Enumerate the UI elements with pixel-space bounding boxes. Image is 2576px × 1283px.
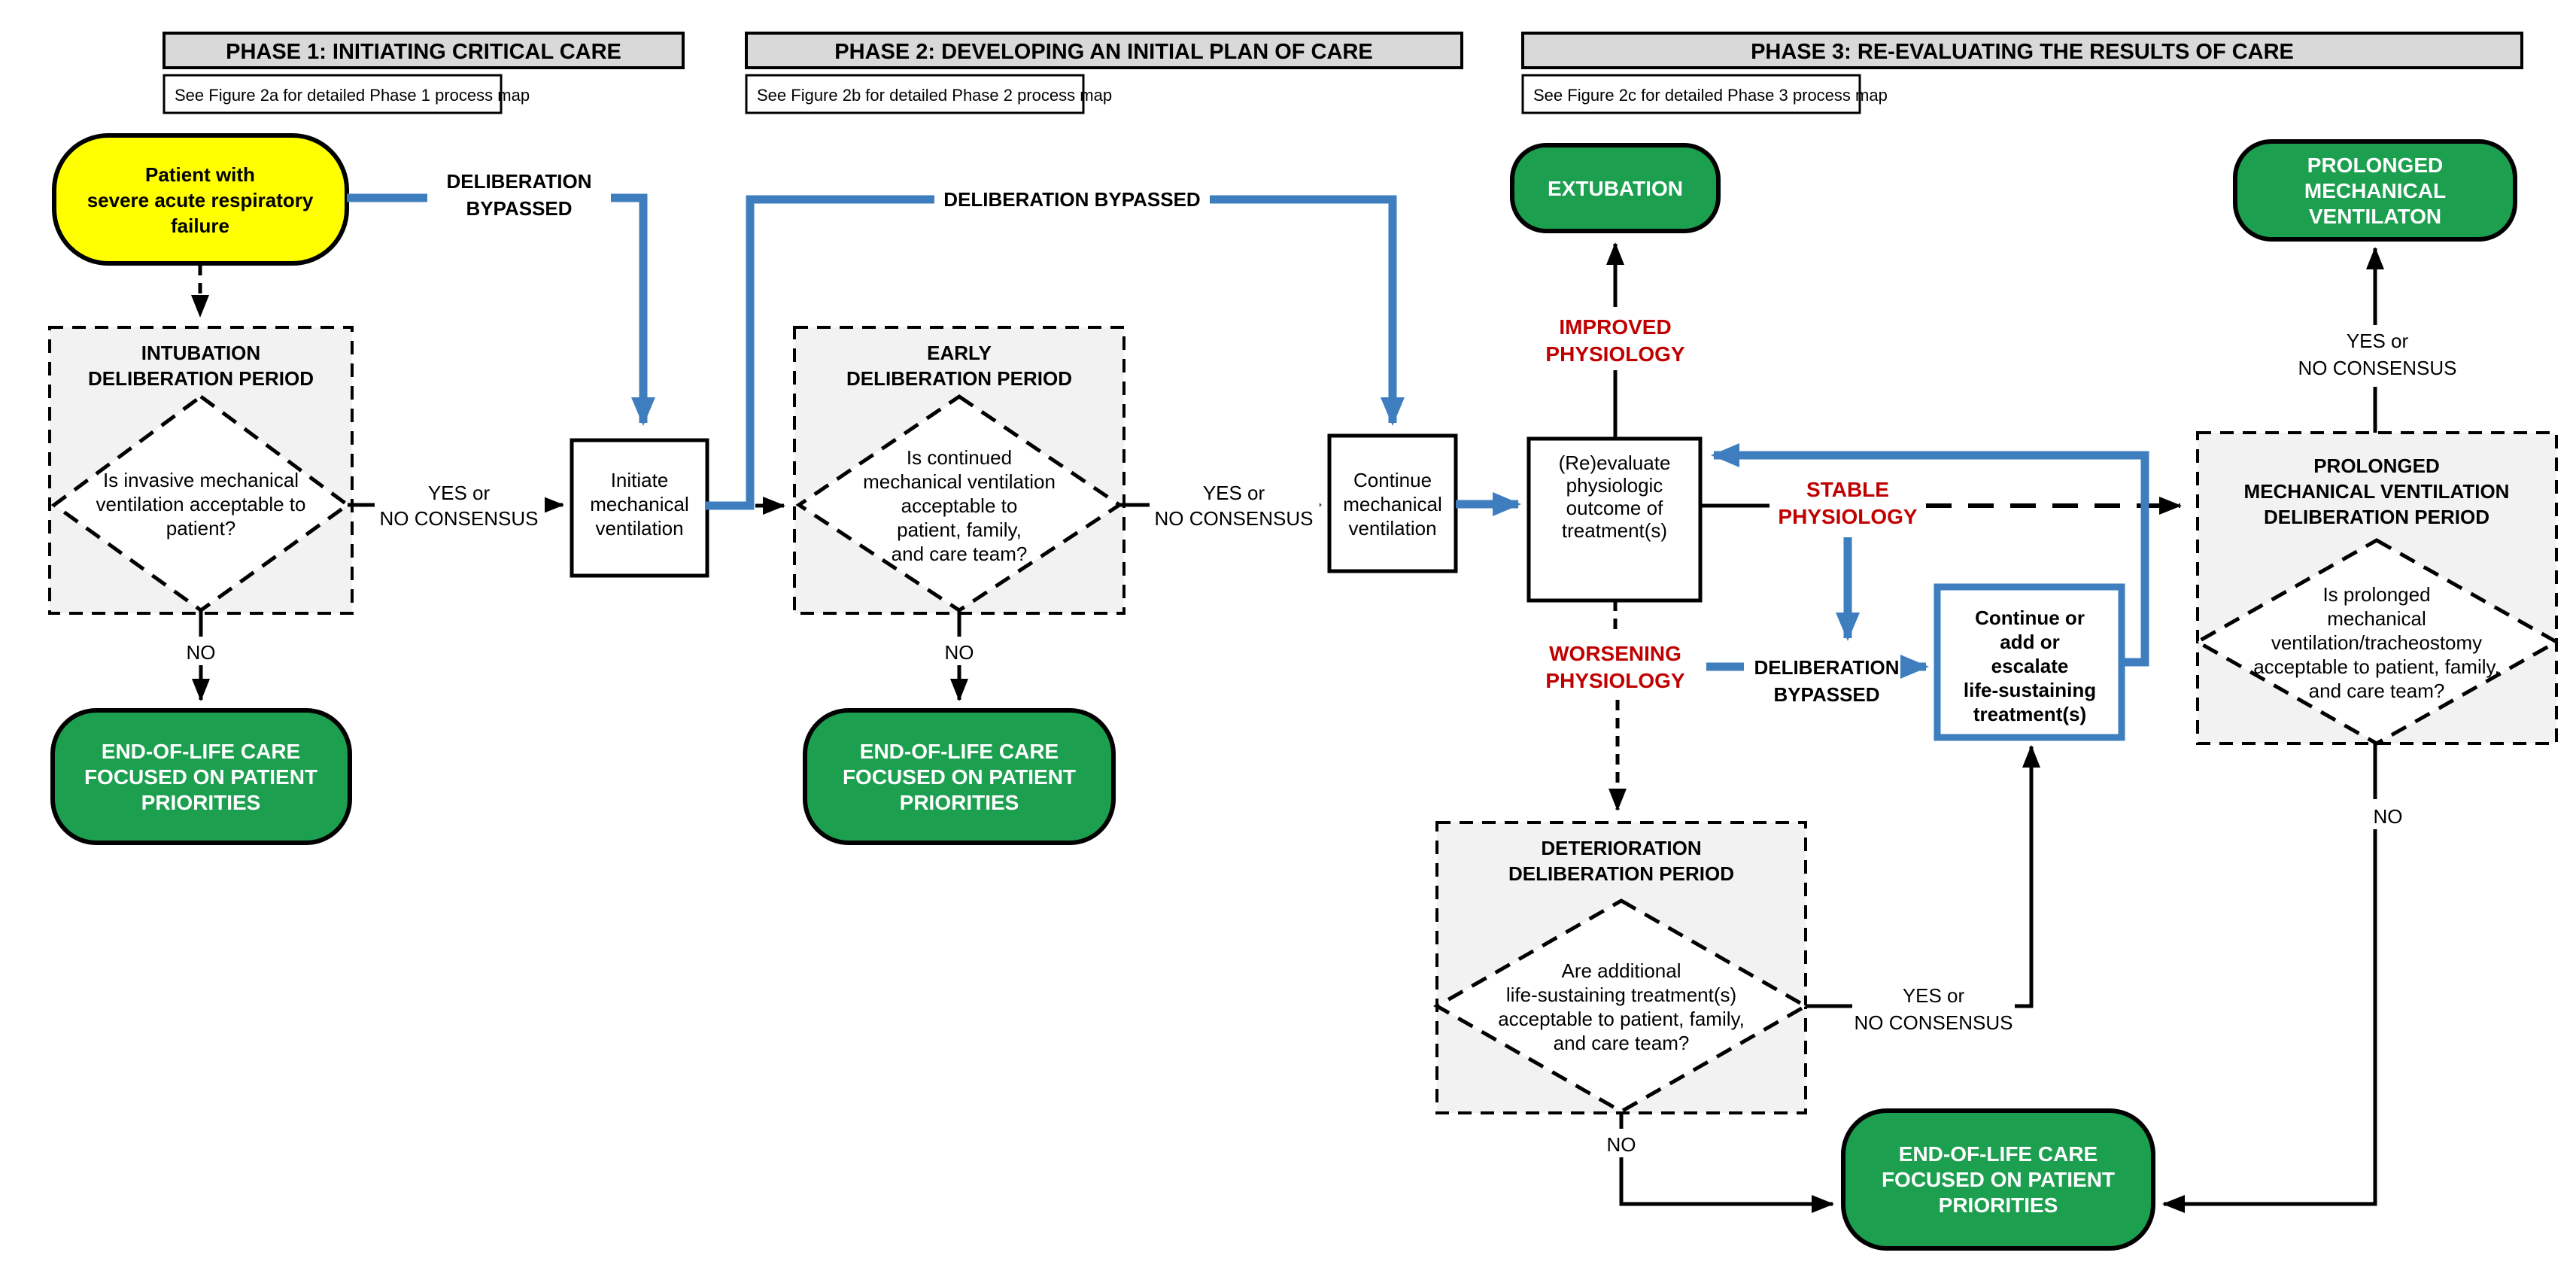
phase1-note: See Figure 2a for detailed Phase 1 process map xyxy=(175,86,530,105)
deterioration-question-line2: life-sustaining treatment(s) xyxy=(1505,984,1737,1006)
early-question-line3: acceptable to xyxy=(901,494,1018,517)
treatment-line5: treatment(s) xyxy=(1973,703,2087,725)
prolonged-question-line3: ventilation/tracheostomy xyxy=(2271,631,2483,654)
phase2-eol-line2: FOCUSED ON PATIENT xyxy=(842,765,1077,789)
prolonged-question-line1: Is prolonged xyxy=(2322,583,2431,606)
early-question-line5: and care team? xyxy=(891,543,1028,565)
patient-text-line2: severe acute respiratory xyxy=(87,189,314,211)
early-question-line4: patient, family, xyxy=(897,518,1022,541)
prolonged-title-line1: PROLONGED xyxy=(2313,455,2440,477)
phase1-eol-line3: PRIORITIES xyxy=(141,791,261,814)
early-title-line2: DELIBERATION PERIOD xyxy=(846,367,1072,390)
phase2-note: See Figure 2b for detailed Phase 2 process map xyxy=(757,86,1113,105)
reevaluate-line1: (Re)evaluate xyxy=(1558,451,1671,474)
prolonged-no-arrow xyxy=(2164,743,2375,1204)
phase3-header: PHASE 3: RE-EVALUATING THE RESULTS OF CARE xyxy=(1751,40,2294,64)
deterioration-yes-label-line1: YES or xyxy=(1902,984,1965,1007)
prolonged-question-line5: and care team? xyxy=(2308,680,2445,702)
treatment-line4: life-sustaining xyxy=(1963,679,2097,701)
pmv-line3: VENTILATON xyxy=(2308,205,2442,228)
early-question-line2: mechanical ventilation xyxy=(863,470,1056,493)
phase2-header: PHASE 2: DEVELOPING AN INITIAL PLAN OF CARE xyxy=(834,40,1373,64)
extubation-label: EXTUBATION xyxy=(1548,177,1683,200)
patient-text-line1: Patient with xyxy=(145,163,255,186)
phase1-yes-label-line1: YES or xyxy=(427,482,491,504)
prolonged-yes-label-line2: NO CONSENSUS xyxy=(2298,357,2457,379)
phase3-note: See Figure 2c for detailed Phase 3 process map xyxy=(1533,86,1888,105)
initiate-line3: ventilation xyxy=(595,517,684,540)
intubation-title-line2: DELIBERATION PERIOD xyxy=(88,367,314,390)
worsening-label-line1: WORSENING xyxy=(1549,642,1681,665)
phase1-eol-line1: END-OF-LIFE CARE xyxy=(101,740,301,763)
deterioration-title-line2: DELIBERATION PERIOD xyxy=(1508,862,1734,885)
initiate-line2: mechanical xyxy=(590,493,689,515)
patient-text-line3: failure xyxy=(170,214,230,237)
treatment-line3: escalate xyxy=(1991,655,2069,677)
phase1-yes-label-line2: NO CONSENSUS xyxy=(379,507,539,530)
pmv-line2: MECHANICAL xyxy=(2304,179,2447,202)
phase2-eol-line3: PRIORITIES xyxy=(899,791,1019,814)
worsening-label-line2: PHYSIOLOGY xyxy=(1545,669,1685,692)
prolonged-title-line2: MECHANICAL VENTILATION xyxy=(2243,480,2510,503)
prolonged-question-line2: mechanical xyxy=(2327,607,2426,630)
phase3-eol-line1: END-OF-LIFE CARE xyxy=(1898,1142,2098,1166)
pmv-line1: PROLONGED xyxy=(2307,154,2444,177)
deterioration-question-line3: acceptable to patient, family, xyxy=(1498,1008,1745,1030)
phase1-eol-line2: FOCUSED ON PATIENT xyxy=(84,765,318,789)
intubation-question-line3: patient? xyxy=(166,517,236,540)
prolonged-title-line3: DELIBERATION PERIOD xyxy=(2264,506,2489,528)
improved-label-line1: IMPROVED xyxy=(1559,315,1672,339)
prolonged-yes-label-line1: YES or xyxy=(2346,330,2409,352)
treatment-line2: add or xyxy=(2000,631,2060,653)
phase1-header: PHASE 1: INITIATING CRITICAL CARE xyxy=(226,40,621,64)
phase1-bypass-label-line2: BYPASSED xyxy=(466,197,573,220)
phase2-no-label: NO xyxy=(944,641,974,664)
intubation-question-line2: ventilation acceptable to xyxy=(96,493,306,515)
deterioration-yes-arrow xyxy=(1806,746,2031,1006)
prolonged-no-label: NO xyxy=(2373,805,2403,828)
phase1-bypass-label-line1: DELIBERATION xyxy=(446,170,592,193)
reevaluate-line3: outcome of xyxy=(1566,497,1663,519)
prolonged-question-line4: acceptable to patient, family, xyxy=(2253,655,2500,678)
stable-label-line1: STABLE xyxy=(1806,478,1889,501)
deterioration-question-line1: Are additional xyxy=(1561,959,1681,982)
improved-label-line2: PHYSIOLOGY xyxy=(1545,342,1685,366)
phase1-no-label: NO xyxy=(186,641,216,664)
deterioration-question-line4: and care team? xyxy=(1553,1032,1690,1054)
deterioration-no-arrow xyxy=(1621,1111,1833,1204)
deterioration-no-label: NO xyxy=(1606,1133,1636,1156)
early-question-line1: Is continued xyxy=(906,446,1013,469)
phase3-eol-line2: FOCUSED ON PATIENT xyxy=(1881,1168,2116,1191)
early-title-line1: EARLY xyxy=(927,342,992,364)
initiate-line1: Initiate xyxy=(610,469,669,491)
treatment-line1: Continue or xyxy=(1975,607,2085,629)
deterioration-title-line1: DETERIORATION xyxy=(1541,837,1702,859)
phase2-eol-line1: END-OF-LIFE CARE xyxy=(859,740,1059,763)
continue-line3: ventilation xyxy=(1348,517,1437,540)
phase2-yes-label-line2: NO CONSENSUS xyxy=(1154,507,1314,530)
intubation-title-line1: INTUBATION xyxy=(141,342,261,364)
phase3-bypass-label-line1: DELIBERATION xyxy=(1754,656,1900,679)
intubation-question-line1: Is invasive mechanical xyxy=(102,469,299,491)
phase3-bypass-label-line2: BYPASSED xyxy=(1773,683,1880,706)
phase1-bypass-line xyxy=(347,198,643,423)
stable-label-line2: PHYSIOLOGY xyxy=(1778,505,1918,528)
continue-line1: Continue xyxy=(1353,469,1432,491)
continue-line2: mechanical xyxy=(1343,493,1442,515)
phase2-bypass-label: DELIBERATION BYPASSED xyxy=(943,188,1201,211)
reevaluate-line4: treatment(s) xyxy=(1561,519,1668,542)
deterioration-yes-label-line2: NO CONSENSUS xyxy=(1854,1011,2013,1034)
phase3-eol-line3: PRIORITIES xyxy=(1938,1193,2058,1217)
reevaluate-line2: physiologic xyxy=(1566,474,1663,497)
phase2-yes-label-line1: YES or xyxy=(1202,482,1265,504)
